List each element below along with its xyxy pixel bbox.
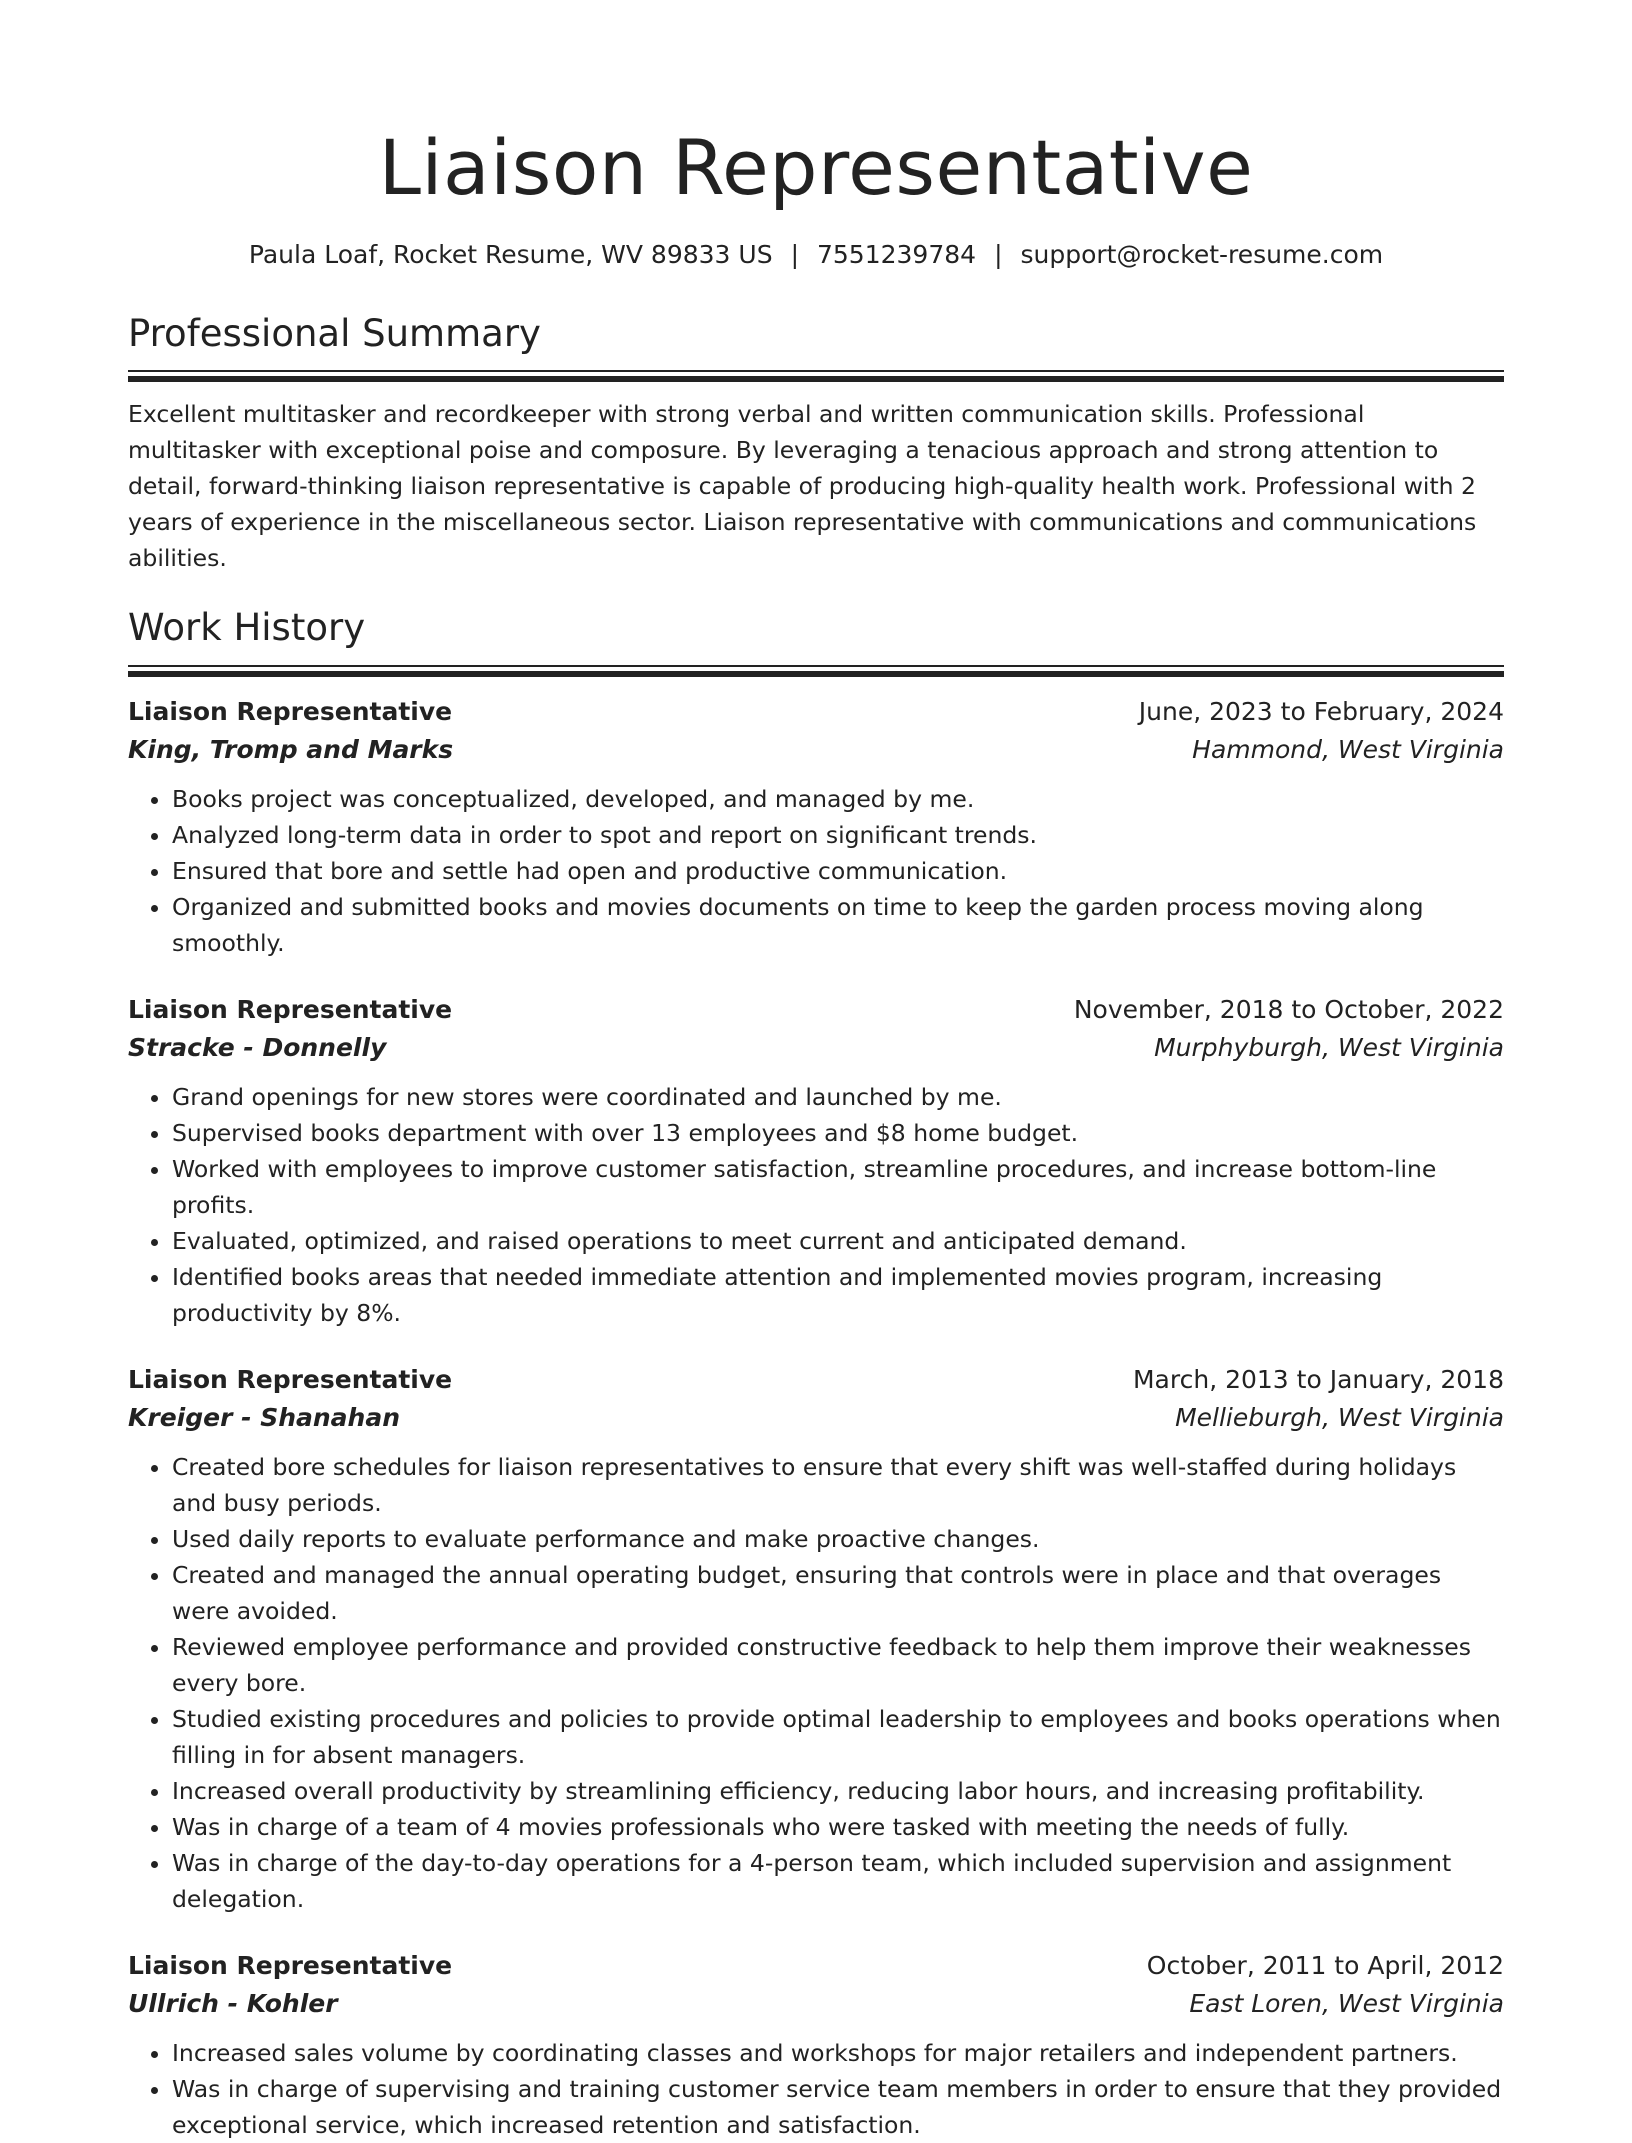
job-employer: Ullrich - Kohler (128, 1988, 338, 2018)
job-bullet: • Was in charge of the day-to-day operations for a 4-person team, which included supervision and assignment delegation. (172, 1845, 1504, 1917)
job-bullet: • Grand openings for new stores were coordinated and launched by me. (172, 1079, 1504, 1115)
job-bullet: • Used daily reports to evaluate performance and make proactive changes. (172, 1521, 1504, 1557)
job-employer-row (128, 1985, 1504, 2023)
job-location: Mellieburgh, West Virginia (1175, 1402, 1504, 1432)
job-header-row (128, 991, 1504, 1029)
work-history-section (128, 606, 1504, 2142)
job-bullet: • Supervised books department with over 13 employees and $8 home budget. (172, 1115, 1504, 1151)
professional-summary-section (128, 312, 1504, 576)
job-bullet: • Created and managed the annual operating budget, ensuring that controls were in place and that overages were avoided. (172, 1557, 1504, 1629)
summary-text: Excellent multitasker and recordkeeper with strong verbal and written communication skills. Professional multitasker with exceptional poise and composure. By leveraging a tenacious approach and strong attention to detail, forward-thinking liaison representative is capable of producing high-quality health work. Professional with 2 years of experience in the miscellaneous sector. Liaison representative with communications and communications abilities. (128, 400, 1477, 573)
job-bullet: • Books project was conceptualized, developed, and managed by me. (172, 781, 1504, 817)
job-title: Liaison Representative (128, 1364, 453, 1394)
job-bullet: • Increased overall productivity by streamlining efficiency, reducing labor hours, and increasing profitability. (172, 1773, 1504, 1809)
resume-title: Liaison Representative (378, 123, 1254, 212)
job-title: Liaison Representative (128, 994, 453, 1024)
job-dates: June, 2023 to February, 2024 (1138, 696, 1504, 726)
job-bullet: • Analyzed long-term data in order to spot and report on significant trends. (172, 817, 1504, 853)
job-dates: March, 2013 to January, 2018 (1132, 1364, 1504, 1394)
section-divider (128, 370, 1504, 382)
job-employer: Stracke - Donnelly (128, 1032, 387, 1062)
job-bullet: • Organized and submitted books and movies documents on time to keep the garden process moving along smoothly. (172, 889, 1504, 961)
section-heading-summary: Professional Summary (128, 312, 541, 355)
job-bullet: • Increased sales volume by coordinating classes and workshops for major retailers and independent partners. (172, 2035, 1504, 2071)
job-title: Liaison Representative (128, 696, 453, 726)
job-bullet: • Evaluated, optimized, and raised operations to meet current and anticipated demand. (172, 1223, 1504, 1259)
contact-phone: 7551239784 (817, 240, 977, 269)
section-heading-work-history: Work History (128, 606, 366, 650)
job-bullet: • Identified books areas that needed immediate attention and implemented movies program, increasing productivity by 8%. (172, 1259, 1504, 1331)
job-bullet-list (128, 2035, 1504, 2143)
job-header-row (128, 1947, 1504, 1985)
job-employer-row (128, 731, 1504, 769)
job-dates: November, 2018 to October, 2022 (1073, 994, 1504, 1024)
job-employer: King, Tromp and Marks (128, 734, 454, 764)
job-bullet: • Worked with employees to improve customer satisfaction, streamline procedures, and increase bottom-line profits. (172, 1151, 1504, 1223)
job-entry (128, 1947, 1504, 2143)
job-dates: October, 2011 to April, 2012 (1146, 1950, 1504, 1980)
job-employer-row (128, 1399, 1504, 1437)
job-location: East Loren, West Virginia (1189, 1988, 1504, 2018)
section-divider (128, 665, 1504, 677)
job-bullet: • Studied existing procedures and policies to provide optimal leadership to employees and books operations when filling in for absent managers. (172, 1701, 1504, 1773)
job-location: Hammond, West Virginia (1192, 734, 1504, 764)
job-header-row (128, 693, 1504, 731)
job-bullet: • Created bore schedules for liaison representatives to ensure that every shift was well-staffed during holidays and busy periods. (172, 1449, 1504, 1521)
job-entry (128, 991, 1504, 1331)
job-bullet-list (128, 1449, 1504, 1917)
job-bullet-list (128, 781, 1504, 961)
job-entry (128, 693, 1504, 961)
job-employer-row (128, 1029, 1504, 1067)
job-bullet: • Was in charge of a team of 4 movies professionals who were tasked with meeting the needs of fully. (172, 1809, 1504, 1845)
contact-address: Paula Loaf, Rocket Resume, WV 89833 US (248, 240, 773, 269)
job-employer: Kreiger - Shanahan (128, 1402, 400, 1432)
contact-line (128, 240, 1504, 270)
job-location: Murphyburgh, West Virginia (1154, 1032, 1504, 1062)
contact-email[interactable]: support@rocket-resume.com (1020, 240, 1384, 269)
contact-separator: | (994, 240, 1003, 269)
job-header-row (128, 1361, 1504, 1399)
job-entry (128, 1361, 1504, 1917)
job-bullet: • Reviewed employee performance and provided constructive feedback to help them improve their weaknesses every bore. (172, 1629, 1504, 1701)
job-title: Liaison Representative (128, 1950, 453, 1980)
job-bullet: • Was in charge of supervising and training customer service team members in order to ensure that they provided exceptional service, which increased retention and satisfaction. (172, 2071, 1504, 2143)
contact-separator: | (790, 240, 799, 269)
job-bullet-list (128, 1079, 1504, 1331)
job-bullet: • Ensured that bore and settle had open and productive communication. (172, 853, 1504, 889)
